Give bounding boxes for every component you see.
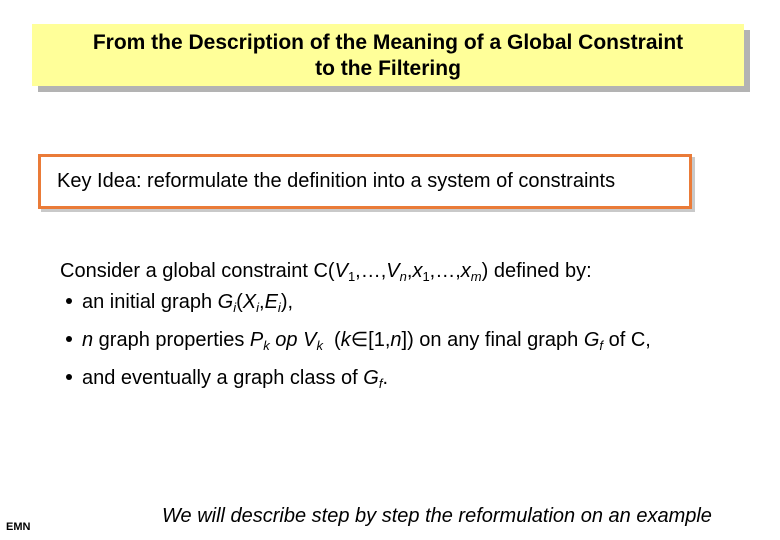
b1-sub-i-2: i — [256, 300, 260, 315]
bullet-graph-properties — [66, 324, 651, 362]
key-idea-text: Key Idea: reformulate the definition into a system of constraints — [57, 170, 616, 192]
b1-open: ( — [236, 291, 243, 313]
b2-n: n — [82, 329, 94, 351]
sub-1-x: 1 — [422, 269, 430, 284]
var-v: V — [334, 260, 348, 282]
consider-suffix: ) defined by: — [481, 260, 592, 282]
b1-x: X — [242, 291, 257, 313]
bullet-graph-class — [66, 362, 651, 400]
bullet-list — [66, 286, 651, 400]
b2-of: of C, — [603, 329, 651, 351]
bullet-dot-icon — [66, 298, 72, 304]
b3-end: . — [382, 367, 389, 389]
sub-1: 1 — [347, 269, 356, 284]
var-x-m: x — [460, 260, 471, 282]
b1-e: E — [264, 291, 278, 313]
b2-g: G — [583, 329, 600, 351]
title-line-1: From the Description of the Meaning of a Global Constraint — [92, 31, 684, 54]
slide-title — [32, 24, 744, 86]
consider-prefix: Consider a global constraint C( — [60, 260, 335, 282]
var-v-n: V — [386, 260, 400, 282]
b1-g: G — [217, 291, 234, 313]
b2-n-2: n — [390, 329, 402, 351]
b2-k: k — [340, 329, 351, 351]
b2-op: op — [269, 329, 304, 351]
bullet-dot-icon — [66, 336, 72, 342]
b1-text: an initial graph — [82, 291, 218, 313]
var-x: x — [412, 260, 423, 282]
key-idea-box — [38, 154, 692, 209]
b2-mid: graph properties — [93, 329, 250, 351]
b1-sub-i: i — [233, 300, 237, 315]
emn-logo: EMN — [6, 521, 31, 533]
sub-m: m — [470, 269, 482, 284]
b1-comma: , — [259, 291, 265, 313]
bullet-dot-icon — [66, 374, 72, 380]
b1-sub-i-3: i — [277, 300, 281, 315]
b2-close: ]) on any final graph — [401, 329, 584, 351]
sub-n: n — [399, 269, 407, 284]
b2-v: V — [303, 329, 317, 351]
b2-in: ∈[1, — [350, 329, 391, 351]
b2-sub-f: f — [599, 338, 604, 353]
b2-sub-k: k — [263, 338, 270, 353]
footer-note: We will describe step by step the reformulation on an example — [162, 505, 712, 527]
title-line-2: to the Filtering — [315, 57, 461, 80]
comma: , — [406, 260, 413, 282]
b2-paren: ( — [322, 329, 341, 351]
b2-p: P — [249, 329, 264, 351]
ellipsis-2: ,…, — [429, 260, 461, 282]
b1-close: ), — [280, 291, 294, 313]
b2-sub-k-2: k — [316, 338, 323, 353]
ellipsis-1: ,…, — [355, 260, 387, 282]
b3-g: G — [363, 367, 379, 389]
b3-text: and eventually a graph class of — [82, 367, 364, 389]
b3-sub-f: f — [378, 376, 383, 391]
bullet-initial-graph — [66, 286, 651, 324]
